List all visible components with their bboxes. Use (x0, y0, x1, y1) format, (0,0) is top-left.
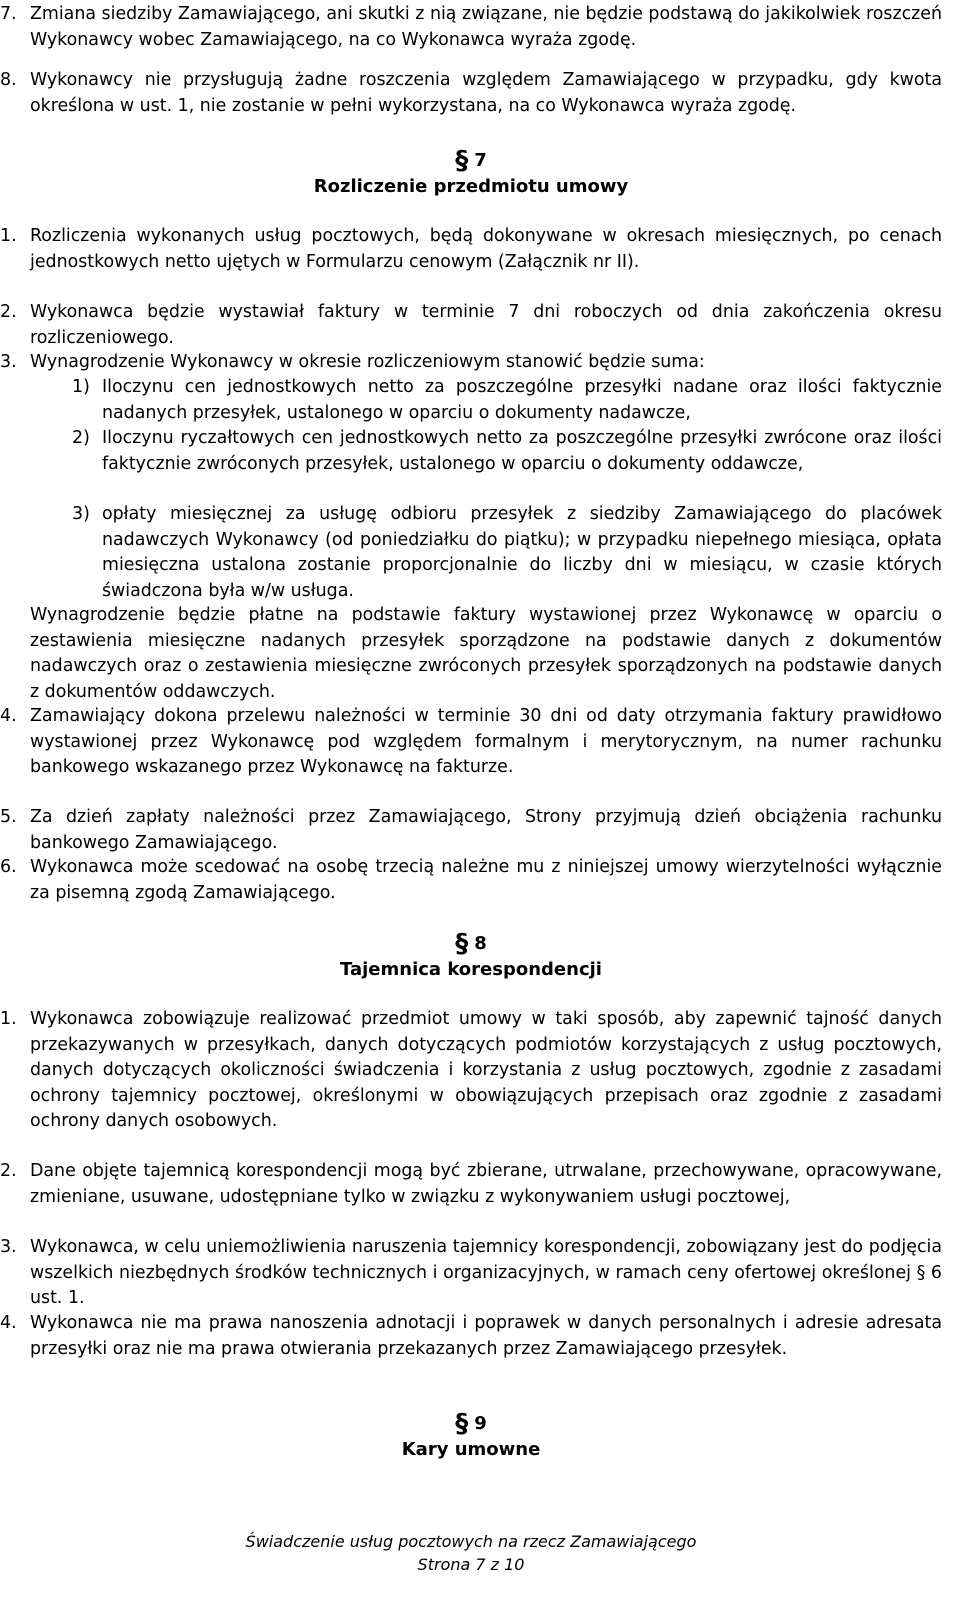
item-number: 2. (0, 302, 17, 322)
payment-note (0, 603, 942, 705)
item-number: 4. (0, 1313, 17, 1333)
item-text: Wykonawca może scedować na osobę trzecią należne mu z niniejszej umowy wierzytelności wyłącznie za pisemną zgodą Zamawiającego. (30, 857, 942, 903)
item-text: Rozliczenia wykonanych usług pocztowych, będą dokonywane w okresach miesięcznych, po cenach jednostkowych netto ujętych w Formularzu cenowym (Załącznik nr II). (30, 226, 942, 272)
subitem-text: opłaty miesięcznej za usługę odbioru przesyłek z siedziby Zamawiającego do placówek nadawczych Wykonawcy (od poniedziałku do piątku); w przypadku niepełnego miesiąca, opłata miesięczna ustalona zostanie proporcjonalnie do liczby dni w miesiącu, w czasie których świadczona była w/w usługa. (102, 504, 942, 601)
item-text: Zamawiający dokona przelewu należności w terminie 30 dni od daty otrzymania faktury prawidłowo wystawionej przez Wykonawcę pod względem formalnym i merytorycznym, na numer rachunku bankowego wskazanego przez Wykonawcę na fakturze. (30, 706, 942, 777)
list-item (0, 1311, 942, 1362)
list-item (0, 1159, 942, 1210)
item-text: Wykonawcy nie przysługują żadne roszczenia względem Zamawiającego w przypadku, gdy kwota określona w ust. 1, nie zostanie w pełni wykorzystana, na co Wykonawca wyraża zgodę. (30, 70, 942, 116)
section-number: § 9 (455, 1409, 487, 1439)
subitem-number: 2) (72, 428, 90, 448)
footer-title: Świadczenie usług pocztowych na rzecz Zamawiającego (245, 1532, 697, 1551)
item-text: Za dzień zapłaty należności przez Zamawiającego, Strony przyjmują dzień obciążenia rachunku bankowego Zamawiającego. (30, 807, 942, 853)
section-title: Rozliczenie przedmiotu umowy (313, 176, 629, 197)
sub-list-item (72, 375, 942, 426)
item-text: Wynagrodzenie Wykonawcy w okresie rozliczeniowym stanowić będzie suma: (30, 352, 705, 372)
item-number: 2. (0, 1161, 17, 1181)
list-item (0, 1007, 942, 1135)
section-sign: § (455, 1409, 469, 1439)
list-item (0, 300, 942, 351)
item-number: 8. (0, 70, 17, 90)
subitem-text: Iloczynu ryczałtowych cen jednostkowych netto za poszczególne przesyłki zwrócone oraz ilości faktycznie zwróconych przesyłek, ustalonego w oparciu o dokumenty oddawcze, (102, 428, 942, 474)
item-number: 1. (0, 1009, 17, 1029)
sub-list-item (72, 426, 942, 477)
subitem-number: 3) (72, 504, 90, 524)
sub-list-item (72, 502, 942, 604)
section-sign: § (455, 146, 469, 176)
item-number: 3. (0, 1237, 17, 1257)
list-item (0, 704, 942, 781)
item-text: Wykonawca nie ma prawa nanoszenia adnotacji i poprawek w danych personalnych i adresie adresata przesyłki oraz nie ma prawa otwierania przekazanych przez Zamawiającego przesyłek. (30, 1313, 942, 1359)
item-text: Dane objęte tajemnicą korespondencji mogą być zbierane, utrwalane, przechowywane, opracowywane, zmieniane, usuwane, udostępniane tylko w związku z wykonywaniem usługi pocztowej, (30, 1161, 942, 1207)
item-text: Wykonawca zobowiązuje realizować przedmiot umowy w taki sposób, aby zapewnić tajność danych przekazywanych w przesyłkach, danych dotyczących podmiotów korzystających z usług pocztowych, danych dotyczących okoliczności świadczenia i korzystania z usług pocztowych, zgodnie z zasadami ochrony tajemnicy pocztowej, określonymi w obowiązujących przepisach oraz zgodnie z zasadami ochrony danych osobowych. (30, 1009, 942, 1131)
section-title: Tajemnica korespondencji (340, 959, 602, 980)
subitem-number: 1) (72, 377, 90, 397)
item-number: 5. (0, 807, 17, 827)
list-item (0, 350, 942, 376)
section-title: Kary umowne (401, 1439, 541, 1460)
item-text: Wykonawca, w celu uniemożliwienia naruszenia tajemnicy korespondencji, zobowiązany jest do podjęcia wszelkich niezbędnych środków technicznych i organizacyjnych, w ramach ceny ofertowej określonej § 6 ust. 1. (30, 1237, 942, 1308)
page-number: Strona 7 z 10 (417, 1555, 525, 1574)
list-item (0, 68, 942, 119)
item-number: 4. (0, 706, 17, 726)
item-number: 1. (0, 226, 17, 246)
item-text: Zmiana siedziby Zamawiającego, ani skutki z nią związane, nie będzie podstawą do jakikolwiek roszczeń Wykonawcy wobec Zamawiającego, na co Wykonawca wyraża zgodę. (30, 4, 942, 50)
list-item (0, 224, 942, 275)
list-item (0, 2, 942, 53)
section-number: § 8 (455, 929, 487, 959)
list-item (0, 805, 942, 856)
payment-note-text: Wynagrodzenie będzie płatne na podstawie faktury wystawionej przez Wykonawcę w oparciu o zestawienia miesięczne nadanych przesyłek sporządzone na podstawie danych z dokumentów nadawczych oraz o zestawienia miesięczne zwróconych przesyłek sporządzonych na podstawie danych z dokumentów oddawczych. (30, 605, 942, 702)
item-number: 3. (0, 352, 17, 372)
section-number: § 7 (455, 146, 487, 176)
section-sign: § (455, 929, 469, 959)
item-number: 7. (0, 4, 17, 24)
list-item (0, 855, 942, 906)
subitem-text: Iloczynu cen jednostkowych netto za poszczególne przesyłki nadane oraz ilości faktycznie nadanych przesyłek, ustalonego w oparciu o dokumenty nadawcze, (102, 377, 942, 423)
list-item (0, 1235, 942, 1312)
item-number: 6. (0, 857, 17, 877)
item-text: Wykonawca będzie wystawiał faktury w terminie 7 dni roboczych od dnia zakończenia okresu rozliczeniowego. (30, 302, 942, 348)
